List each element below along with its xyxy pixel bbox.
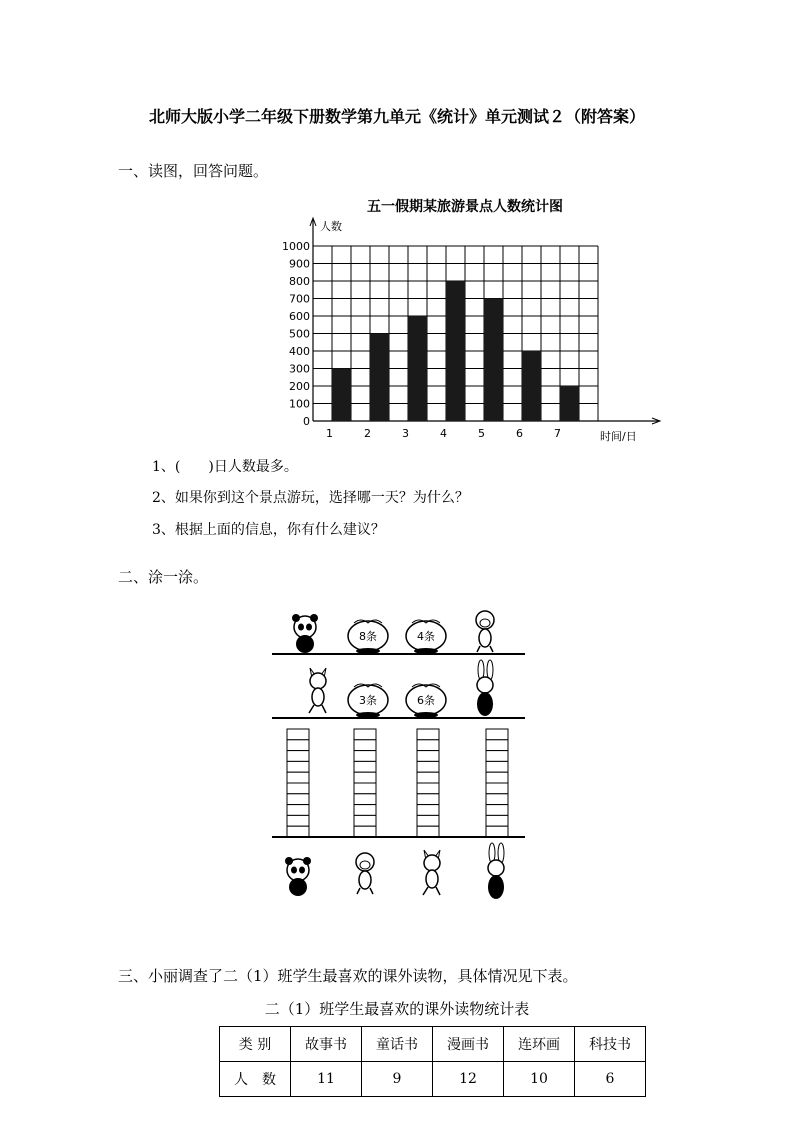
coloring-cell bbox=[417, 815, 439, 826]
table-cell: 科技书 bbox=[575, 1027, 646, 1062]
coloring-cell bbox=[486, 772, 508, 783]
coloring-cell bbox=[417, 826, 439, 837]
section-2-heading: 二、涂一涂。 bbox=[118, 568, 209, 586]
coloring-columns bbox=[287, 729, 508, 837]
bar-day-3 bbox=[408, 316, 427, 421]
bar-day-7 bbox=[560, 386, 579, 421]
bowl-count-label: 8条 bbox=[359, 630, 377, 643]
bar-day-1 bbox=[332, 369, 351, 422]
coloring-cell bbox=[354, 751, 376, 762]
coloring-cell bbox=[417, 783, 439, 794]
coloring-cell bbox=[354, 740, 376, 751]
coloring-cell bbox=[486, 740, 508, 751]
coloring-cell bbox=[417, 740, 439, 751]
y-tick-label: 600 bbox=[289, 310, 310, 323]
y-tick-label: 800 bbox=[289, 275, 310, 288]
table-cell: 童话书 bbox=[362, 1027, 433, 1062]
coloring-cell bbox=[486, 794, 508, 805]
y-tick-label: 0 bbox=[303, 415, 310, 428]
coloring-cell bbox=[417, 729, 439, 740]
y-tick-label: 100 bbox=[289, 397, 310, 411]
coloring-cell bbox=[287, 751, 309, 762]
coloring-cell bbox=[417, 751, 439, 762]
coloring-cell bbox=[287, 805, 309, 816]
section-3-heading: 三、小丽调查了二（1）班学生最喜欢的课外读物，具体情况见下表。 bbox=[118, 967, 578, 985]
coloring-cell bbox=[287, 826, 309, 837]
x-tick-label: 7 bbox=[554, 427, 561, 440]
table-cell: 9 bbox=[362, 1062, 433, 1097]
coloring-cell bbox=[354, 805, 376, 816]
x-tick-label: 4 bbox=[440, 427, 447, 440]
bar-day-6 bbox=[522, 351, 541, 421]
coloring-cell bbox=[486, 761, 508, 772]
bar-day-2 bbox=[370, 334, 389, 422]
coloring-cell bbox=[417, 805, 439, 816]
coloring-cell bbox=[486, 783, 508, 794]
bowl-count-label: 3条 bbox=[359, 694, 377, 707]
table-cell: 连环画 bbox=[504, 1027, 575, 1062]
coloring-cell bbox=[354, 794, 376, 805]
question-3: 3、根据上面的信息，你有什么建议？ bbox=[152, 522, 385, 538]
y-tick-label: 500 bbox=[289, 327, 310, 341]
y-tick-labels bbox=[282, 240, 310, 428]
table-row bbox=[220, 1027, 646, 1062]
table-title: 二（1）班学生最喜欢的课外读物统计表 bbox=[264, 1000, 530, 1018]
table-cell: 故事书 bbox=[291, 1027, 362, 1062]
rabbit-icon bbox=[477, 660, 493, 716]
coloring-cell bbox=[486, 826, 508, 837]
table-cell: 人 数 bbox=[220, 1062, 291, 1097]
fishbowl-icon bbox=[348, 620, 388, 654]
x-tick-label: 1 bbox=[326, 427, 333, 440]
coloring-cell bbox=[354, 772, 376, 783]
x-tick-label: 6 bbox=[516, 427, 523, 440]
coloring-cell bbox=[354, 783, 376, 794]
coloring-cell bbox=[417, 794, 439, 805]
table-cell: 6 bbox=[575, 1062, 646, 1097]
bowl-count-label: 6条 bbox=[417, 694, 435, 707]
rabbit-icon bbox=[488, 843, 504, 899]
panda-icon bbox=[285, 857, 311, 896]
coloring-cell bbox=[287, 740, 309, 751]
monkey-icon bbox=[476, 611, 494, 652]
x-tick-label: 5 bbox=[478, 427, 485, 440]
reading-stats-table bbox=[219, 1026, 646, 1097]
y-tick-label: 300 bbox=[289, 362, 310, 376]
y-tick-label: 700 bbox=[289, 292, 310, 306]
coloring-cell bbox=[287, 815, 309, 826]
fishbowl-icon bbox=[348, 684, 388, 718]
document-title: 北师大版小学二年级下册数学第九单元《统计》单元测试２（附答案） bbox=[148, 107, 645, 126]
bar-day-5 bbox=[484, 299, 503, 422]
y-tick-label: 1000 bbox=[282, 240, 310, 253]
coloring-cell bbox=[287, 794, 309, 805]
coloring-cell bbox=[354, 761, 376, 772]
fishbowl-icon bbox=[406, 620, 446, 654]
table-cell: 12 bbox=[433, 1062, 504, 1097]
y-tick-label: 400 bbox=[289, 345, 310, 358]
chart-title: 五一假期某旅游景点人数统计图 bbox=[367, 199, 563, 215]
coloring-exercise bbox=[270, 600, 530, 910]
coloring-cell bbox=[354, 815, 376, 826]
x-tick-label: 3 bbox=[402, 427, 409, 440]
cat-icon bbox=[423, 850, 440, 895]
question-1: 1、( )日人数最多。 bbox=[152, 459, 298, 475]
cat-icon bbox=[309, 668, 326, 713]
x-tick-label: 2 bbox=[364, 427, 371, 440]
coloring-cell bbox=[287, 772, 309, 783]
monkey-icon bbox=[356, 853, 374, 894]
coloring-cell bbox=[417, 772, 439, 783]
coloring-cell bbox=[354, 729, 376, 740]
fishbowl-icon bbox=[406, 684, 446, 718]
x-axis-label: 时间/日 bbox=[600, 430, 637, 443]
section-1-heading: 一、读图，回答问题。 bbox=[118, 162, 269, 180]
bowl-count-label: 4条 bbox=[417, 630, 435, 643]
coloring-cell bbox=[486, 729, 508, 740]
x-tick-labels bbox=[326, 427, 561, 440]
question-2: 2、如果你到这个景点游玩，选择哪一天？为什么？ bbox=[152, 490, 469, 506]
coloring-cell bbox=[417, 761, 439, 772]
panda-icon bbox=[292, 614, 318, 653]
table-cell: 10 bbox=[504, 1062, 575, 1097]
bar-chart bbox=[280, 190, 670, 450]
table-cell: 11 bbox=[291, 1062, 362, 1097]
coloring-cell bbox=[287, 783, 309, 794]
coloring-cell bbox=[354, 826, 376, 837]
table-row bbox=[220, 1062, 646, 1097]
y-axis-label: 人数 bbox=[320, 220, 342, 233]
bar-day-4 bbox=[446, 281, 465, 421]
table-cell: 类 别 bbox=[220, 1027, 291, 1062]
coloring-cell bbox=[486, 751, 508, 762]
y-tick-label: 900 bbox=[289, 257, 310, 271]
coloring-cell bbox=[287, 729, 309, 740]
coloring-cell bbox=[486, 805, 508, 816]
coloring-cell bbox=[287, 761, 309, 772]
coloring-cell bbox=[486, 815, 508, 826]
y-tick-label: 200 bbox=[289, 380, 310, 393]
table-cell: 漫画书 bbox=[433, 1027, 504, 1062]
